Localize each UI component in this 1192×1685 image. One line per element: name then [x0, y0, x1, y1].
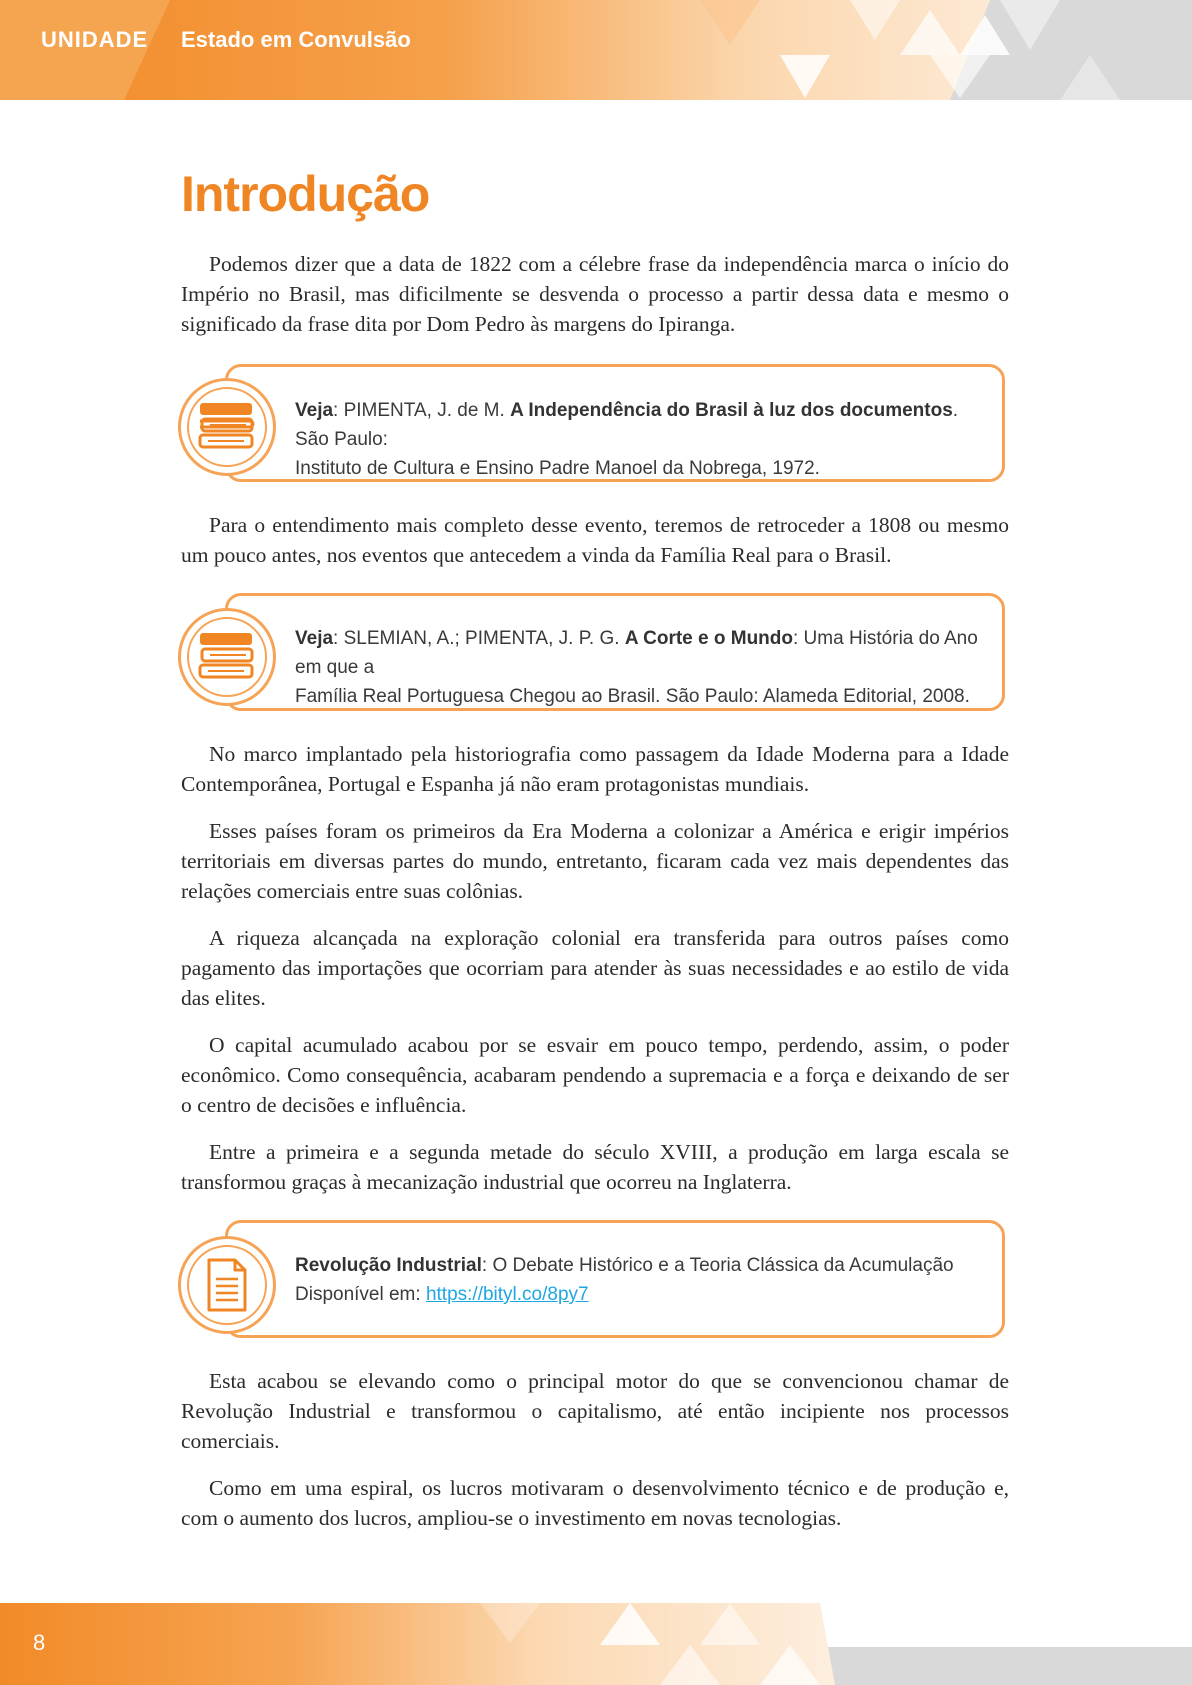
reference-work-2: A Corte e o Mundo	[624, 628, 793, 649]
reference-authors-1: PIMENTA, J. de M.	[343, 400, 511, 421]
paragraph-1: Podemos dizer que a data de 1822 com a célebre frase da independência marca o início do Império no Brasil, mas dificilmente se desvenda o processo a partir dessa data e mesmo o significado da frase dita por Dom Pedro às margens do Ipiranga.	[181, 252, 1009, 336]
resource-text	[295, 1251, 995, 1309]
paragraph-9: Como em uma espiral, os lucros motivaram o desenvolvimento técnico e de produção e, com o aumento dos lucros, ampliou-se o investimento em novas tecnologias.	[181, 1476, 1009, 1530]
resource-title: O Debate Histórico e a Teoria Clássica da Acumulação	[492, 1255, 954, 1276]
document-icon	[205, 1257, 249, 1313]
reference-text-1	[295, 396, 995, 483]
footer-banner-graphic	[0, 1603, 1192, 1685]
unit-label: UNIDADE	[41, 27, 149, 52]
resource-link[interactable]: https://bityl.co/8py7	[425, 1284, 589, 1305]
paragraph-4: Esses países foram os primeiros da Era Moderna a colonizar a América e erigir impérios territoriais em diversas partes do mundo, entretanto, ficaram cada vez mais dependentes das relações comerciais entre suas colônias.	[181, 819, 1009, 903]
resource-sep: :	[481, 1255, 493, 1276]
unit-title: Estado em Convulsão	[181, 27, 411, 52]
resource-available-label: Disponível em:	[295, 1284, 426, 1305]
paragraph-8: Esta acabou se elevando como o principal motor do que se convencionou chamar de Revolução Industrial e transformou o capitalismo, até então incipiente nos processos comerciais.	[181, 1369, 1009, 1453]
page-header	[0, 0, 1192, 100]
reference-label-1: Veja	[295, 400, 334, 421]
paragraph-3: No marco implantado pela historiografia como passagem da Idade Moderna para a Idade Contemporânea, Portugal e Espanha já não eram protagonistas mundiais.	[181, 742, 1009, 796]
page-title: Introdução	[181, 166, 430, 222]
reference-rest-1: . São Paulo:	[295, 400, 959, 450]
reference-authors-2: SLEMIAN, A.; PIMENTA, J. P. G.	[343, 628, 625, 649]
books-icon	[196, 401, 258, 453]
reference-sep-2: :	[333, 628, 344, 649]
books-icon	[196, 631, 258, 683]
paragraph-6: O capital acumulado acabou por se esvair em pouco tempo, perdendo, assim, o poder econômico. Como consequência, acabaram pendendo a supremacia e a força e deixando de ser o centro de decisões e influência.	[181, 1033, 1009, 1117]
header-banner-graphic	[0, 0, 1192, 100]
reference-label-2: Veja	[295, 628, 334, 649]
page-number: 8	[33, 1630, 46, 1655]
reference-line2-2: Família Real Portuguesa Chegou ao Brasil. São Paulo: Alameda Editorial, 2008.	[295, 686, 970, 707]
reference-icon-badge-1	[178, 378, 276, 476]
reference-work-1: A Independência do Brasil à luz dos documentos	[510, 400, 953, 421]
reference-icon-badge-2	[178, 608, 276, 706]
reference-text-2	[295, 624, 995, 711]
reference-rest-2: : Uma História do Ano em que a	[295, 628, 978, 678]
paragraph-2: Para o entendimento mais completo desse evento, teremos de retroceder a 1808 ou mesmo um pouco antes, nos eventos que antecedem a vinda da Família Real para o Brasil.	[181, 513, 1009, 567]
resource-icon-badge	[178, 1236, 276, 1334]
page-footer	[0, 1603, 1192, 1685]
reference-line2-1: Instituto de Cultura e Ensino Padre Manoel da Nobrega, 1972.	[295, 458, 820, 479]
paragraph-5: A riqueza alcançada na exploração colonial era transferida para outros países como pagamento das importações que ocorriam para atender às suas necessidades e ao estilo de vida das elites.	[181, 926, 1009, 1010]
resource-label: Revolução Industrial	[295, 1255, 482, 1276]
paragraph-7: Entre a primeira e a segunda metade do século XVIII, a produção em larga escala se transformou graças à mecanização industrial que ocorreu na Inglaterra.	[181, 1140, 1009, 1194]
reference-sep-1: :	[333, 400, 344, 421]
